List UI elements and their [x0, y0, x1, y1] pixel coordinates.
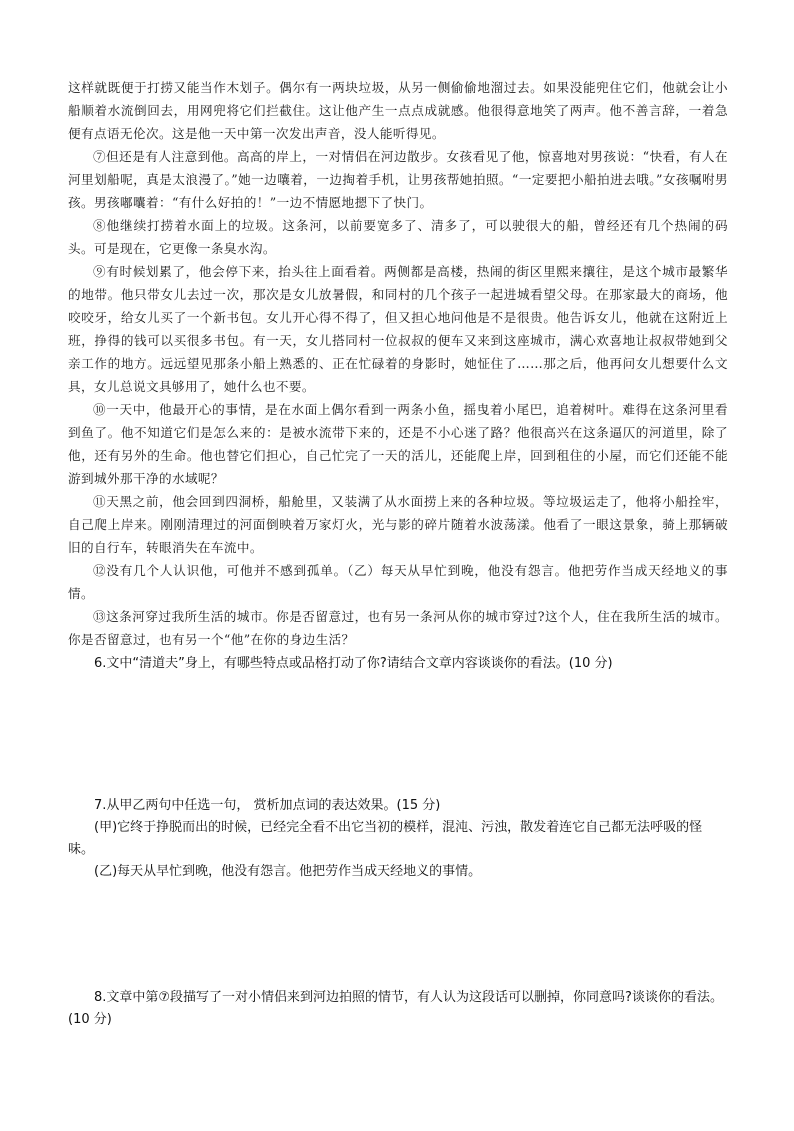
passage-paragraph-10: ⑩一天中，他最开心的事情，是在水面上偶尔看到一两条小鱼，摇曳着小尾巴，追着树叶。难得在这条河里看到鱼了。他不知道它们是怎么来的：是被水流带下来的，还是不小心迷了路？他很高兴在这条逼仄的河道里，除了他，还有另外的生命。他也替它们担心，自己忙完了一天的活儿，还能爬上岸，回到租住的小屋，而它们还能不能游到城外那干净的水域呢？ [68, 402, 728, 486]
passage-paragraph-8: ⑧他继续打捞着水面上的垃圾。这条河，以前要宽多了、清多了，可以驶很大的船，曾经还有几个热闹的码头。可是现在，它更像一条臭水沟。 [68, 218, 728, 256]
question-7: 7.从甲乙两句中任选一句， 赏析加点词的表达效果。(15 分) [94, 798, 441, 813]
passage-paragraph-12: ⑫没有几个人认识他，可他并不感到孤单。（乙）每天从早忙到晚，他没有怨言。他把劳作当成天经地义的事情。 [68, 563, 728, 601]
passage-paragraph-9: ⑨有时候划累了，他会停下来，抬头往上面看着。两侧都是高楼，热闹的街区里熙来攘往，是这个城市最繁华的地带。他只带女儿去过一次，那次是女儿放暑假，和同村的几个孩子一起进城看望父母。在那家最大的商场，他咬咬牙，给女儿买了一个新书包。女儿开心得不得了，但又担心地问他是不是很贵。他告诉女儿，他就在这附近上班，挣得的钱可以买很多书包。有一天，女儿搭同村一位叔叔的便车又来到这座城市，满心欢喜地让叔叔带她到父亲工作的地方。远远望见那条小船上熟悉的、正在忙碌着的身影时，她怔住了……那之后，他再问女儿想要什么文具，女儿总说文具够用了，她什么也不要。 [68, 264, 728, 394]
question-8: 8.文章中第⑦段描写了一对小情侣来到河边拍照的情节，有人认为这段话可以删掉，你同意吗?谈谈你的看法。(10 分) [68, 990, 723, 1027]
passage-paragraph-7: ⑦但还是有人注意到他。高高的岸上，一对情侣在河边散步。女孩看见了他，惊喜地对男孩说：“快看，有人在河里划船呢，真是太浪漫了。”她一边嚷着，一边掏着手机，让男孩帮她拍照。“一定要把小船拍进去哦。”女孩嘱咐男孩。男孩嘟囔着：“有什么好拍的！”一边不情愿地摁下了快门。 [68, 149, 728, 210]
question-7-sentence-b: (乙)每天从早忙到晚，他没有怨言。他把劳作当成天经地义的事情。 [94, 864, 482, 879]
answer-space-8[interactable] [68, 1031, 728, 1131]
question-6: 6.文中“清道夫”身上，有哪些特点或品格打动了你?请结合文章内容谈谈你的看法。(10 分) [94, 656, 613, 671]
question-7-sentence-a: (甲)它终于挣脱而出的时候，已经完全看不出它当初的模样，混沌、污浊，散发着连它自己都无法呼吸的怪味。 [68, 820, 703, 857]
answer-space-7[interactable] [68, 883, 728, 987]
passage-paragraph-continued: 这样就既便于打捞又能当作木划子。偶尔有一两块垃圾，从另一侧偷偷地溜过去。如果没能兜住它们，他就会让小船顺着水流倒回去，用网兜将它们拦截住。这让他产生一点点成就感。他很得意地笑了两声。他不善言辞，一着急便有点语无伦次。这是他一天中第一次发出声音，没人能听得见。 [68, 80, 728, 141]
passage-paragraph-13: ⑬这条河穿过我所生活的城市。你是否留意过，也有另一条河从你的城市穿过?这个人，住在我所生活的城市。你是否留意过，也有另一个“他”在你的身边生活？ [68, 609, 728, 647]
exam-page [68, 76, 728, 1131]
passage-paragraph-11: ⑪天黑之前，他会回到四洞桥，船舱里，又装满了从水面捞上来的各种垃圾。等垃圾运走了，他将小船拴牢，自己爬上岸来。刚刚清理过的河面倒映着万家灯火，光与影的碎片随着水波荡漾。他看了一眼这景象，骑上那辆破旧的自行车，转眼消失在车流中。 [68, 494, 728, 555]
answer-space-6[interactable] [68, 675, 728, 795]
